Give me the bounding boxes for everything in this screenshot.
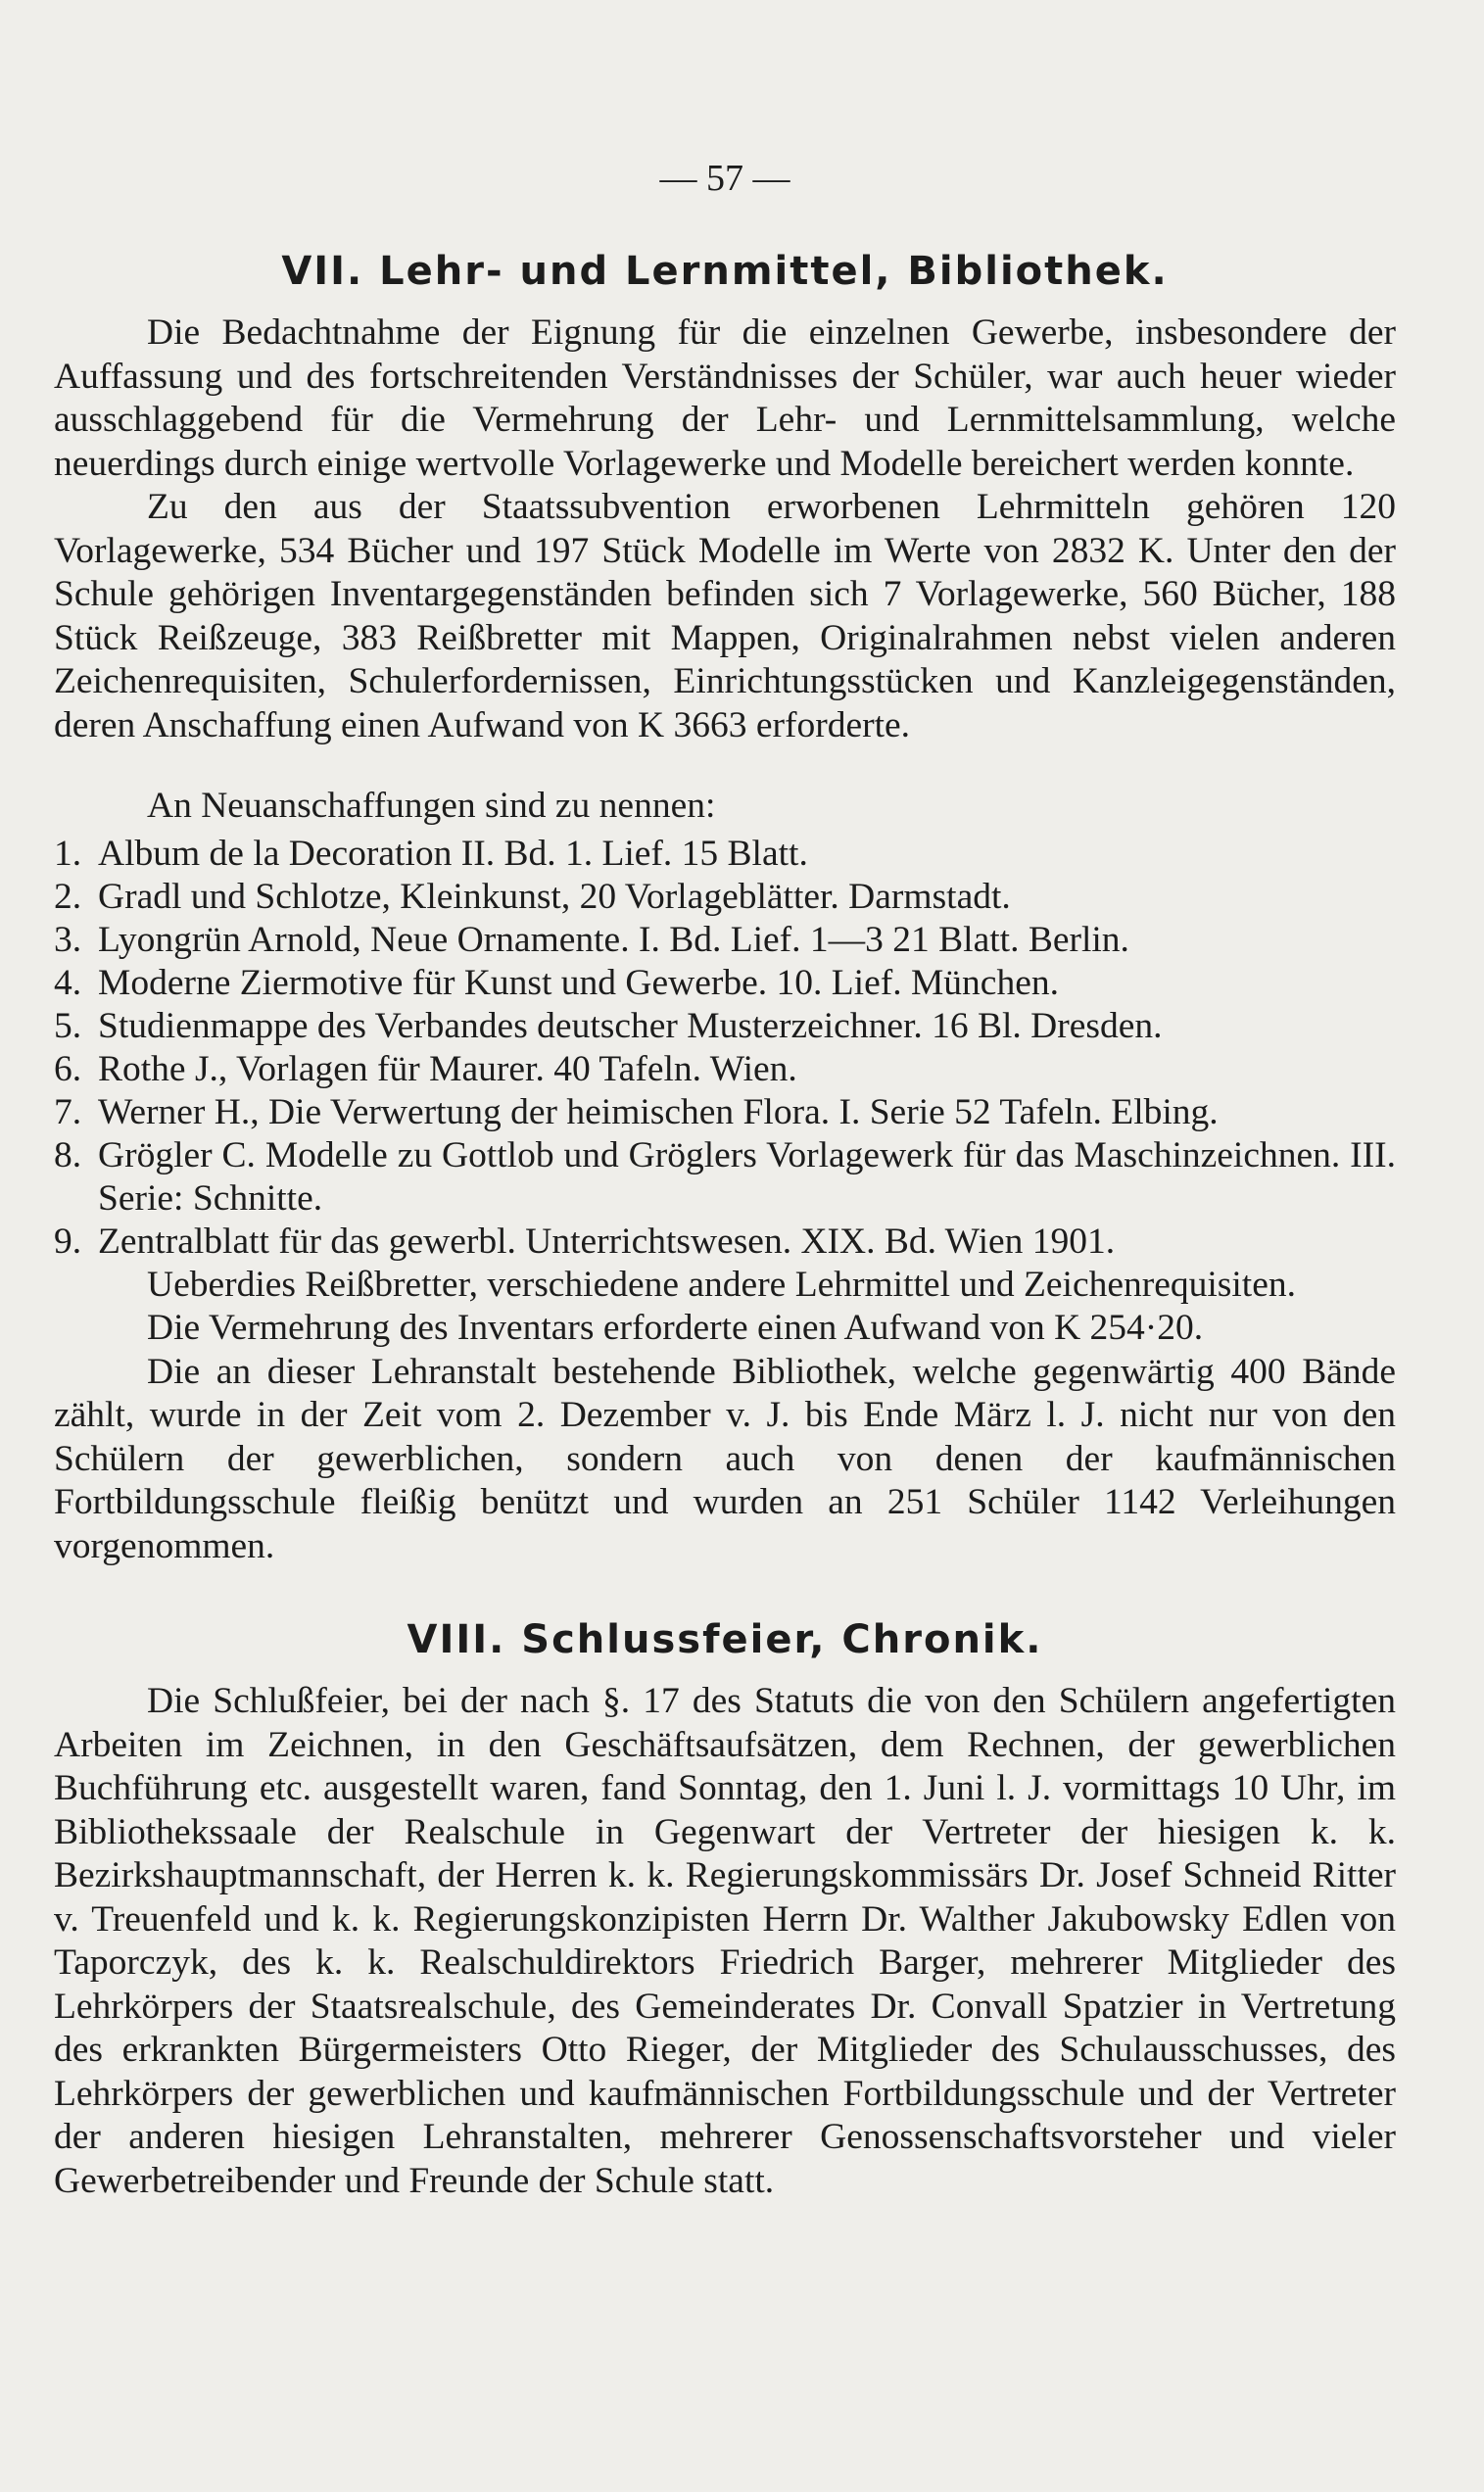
paragraph-library: Die an dieser Lehranstalt bestehende Bibliothek, welche gegenwärtig 400 Bände zählt, wurde in der Zeit vom 2. Dezember v. J. bis Ende März l. J. nicht nur von den Schülern der gewerblichen, sondern auch von denen der kaufmännischen Fortbildungsschule fleißig benützt und wurden an 251 Schüler 1142 Verleihungen vorgenommen.: [54, 1351, 1396, 1566]
list-item-number: 3.: [54, 919, 82, 960]
list-item-text: Studienmappe des Verbandes deutscher Musterzeichner. 16 Bl. Dresden.: [98, 1005, 1163, 1046]
list-item-text: Lyongrün Arnold, Neue Ornamente. I. Bd. Lief. 1—3 21 Blatt. Berlin.: [98, 919, 1129, 960]
list-item-number: 9.: [54, 1221, 82, 1262]
section-heading-viii: VIII. Schlussfeier, Chronik.: [407, 1617, 1043, 1662]
list-item: [54, 919, 1396, 962]
list-item: [54, 1048, 1396, 1091]
list-item-text: Album de la Decoration II. Bd. 1. Lief. 15 Blatt.: [98, 833, 808, 874]
section-heading-vii: VII. Lehr- und Lernmittel, Bibliothek.: [281, 249, 1169, 294]
list-item: [54, 1221, 1396, 1264]
list-item: [54, 876, 1396, 919]
acquisitions-list: [54, 833, 1396, 1264]
paragraph: Zu den aus der Staatssubvention erworbenen Lehrmitteln gehören 120 Vorlagewerke, 534 Bücher und 197 Stück Modelle im Werte von 2832 K. Unter den der Schule gehörigen Inventargegenständen befinden sich 7 Vorlagewerke, 560 Bücher, 188 Stück Reißzeuge, 383 Reißbretter mit Mappen, Originalrahmen nebst vielen anderen Zeichenrequisiten, Schulerfordernissen, Einrichtungsstücken und Kanzleigegenständen, deren Anschaffung einen Aufwand von K 3663 erforderte.: [54, 487, 1396, 745]
list-item-number: 4.: [54, 962, 82, 1003]
list-item-text: Moderne Ziermotive für Kunst und Gewerbe. 10. Lief. München.: [98, 962, 1059, 1003]
list-item-number: 5.: [54, 1005, 82, 1046]
list-item-number: 1.: [54, 833, 82, 874]
list-item-number: 2.: [54, 876, 82, 917]
page-number: — 57 —: [659, 158, 790, 199]
list-item-text: Gradl und Schlotze, Kleinkunst, 20 Vorlageblätter. Darmstadt.: [98, 876, 1011, 917]
paragraph-closing-ceremony: Die Schlußfeier, bei der nach §. 17 des Statuts die von den Schülern angefertigten Arbeiten im Zeichnen, in den Geschäftsaufsätzen, dem Rechnen, der gewerblichen Buchführung etc. ausgestellt waren, fand Sonntag, den 1. Juni l. J. vormittags 10 Uhr, im Bibliothekssaale der Realschule in Gegenwart der Vertreter der hiesigen k. k. Bezirkshauptmannschaft, der Herren k. k. Regierungskommissärs Dr. Josef Schneid Ritter v. Treuenfeld und k. k. Regierungskonzipisten Herrn Dr. Walther Jakubowsky Edlen von Taporczyk, des k. k. Realschuldirektors Friedrich Barger, mehrerer Mitglieder des Lehrkörpers der Staatsrealschule, des Gemeinderates Dr. Convall Spatzier in Vertretung des erkrankten Bürgermeisters Otto Rieger, der Mitglieder des Schulausschusses, des Lehrkörpers der gewerblichen und kaufmännischen Fortbildungsschule und der Vertreter der anderen hiesigen Lehranstalten, mehrerer Genossenschaftsvorsteher und vieler Gewerbetreibender und Freunde der Schule statt.: [54, 1681, 1396, 2201]
list-item: [54, 1134, 1396, 1221]
paragraph-acquisitions-intro: An Neuanschaffungen sind zu nennen:: [147, 786, 716, 826]
list-item: [54, 1091, 1396, 1134]
list-item-text: Rothe J., Vorlagen für Maurer. 40 Tafeln. Wien.: [98, 1048, 797, 1089]
list-item: [54, 833, 1396, 876]
list-item: [54, 962, 1396, 1005]
paragraph: Ueberdies Reißbretter, verschiedene andere Lehrmittel und Zeichenrequisiten.: [147, 1264, 1296, 1305]
list-item-text: Werner H., Die Verwertung der heimischen Flora. I. Serie 52 Tafeln. Elbing.: [98, 1091, 1219, 1132]
list-item-number: 6.: [54, 1048, 82, 1089]
list-item-number: 7.: [54, 1091, 82, 1132]
list-item-number: 8.: [54, 1134, 82, 1175]
list-item-text: Grögler C. Modelle zu Gottlob und Gröglers Vorlagewerk für das Maschinzeichnen. III. Serie: Schnitte.: [98, 1134, 1396, 1219]
list-item: [54, 1005, 1396, 1048]
paragraph: Die Vermehrung des Inventars erforderte einen Aufwand von K 254·20.: [147, 1308, 1204, 1348]
paragraph: Die Bedachtnahme der Eignung für die einzelnen Gewerbe, insbesondere der Auffassung und des fortschreitenden Verständnisses der Schüler, war auch heuer wieder ausschlaggebend für die Vermehrung der Lehr- und Lernmittelsammlung, welche neuerdings durch einige wertvolle Vorlagewerke und Modelle bereichert werden konnte.: [54, 312, 1396, 484]
list-item-text: Zentralblatt für das gewerbl. Unterrichtswesen. XIX. Bd. Wien 1901.: [98, 1221, 1116, 1262]
